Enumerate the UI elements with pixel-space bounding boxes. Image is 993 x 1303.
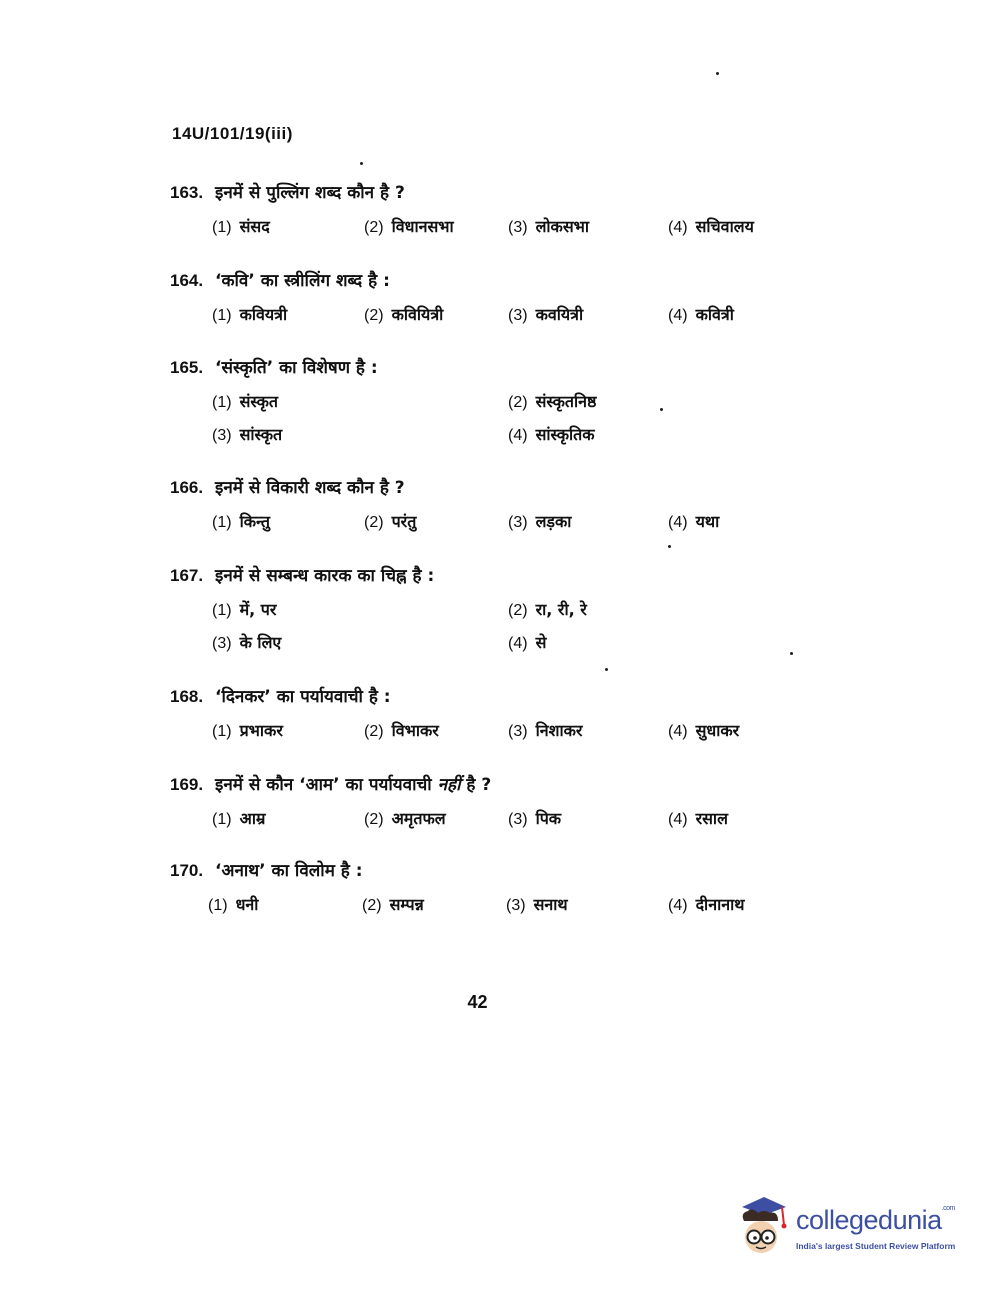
question-number: 165. <box>170 358 204 377</box>
options-row <box>170 719 820 749</box>
question-166 <box>170 475 820 540</box>
options-row <box>170 510 820 540</box>
options-row <box>170 631 820 661</box>
mascot-icon <box>734 1195 794 1265</box>
question-text: इनमें से कौन ‘आम’ का पर्यायवाची <box>215 775 432 795</box>
scan-speck <box>660 408 663 411</box>
scan-speck <box>668 545 671 548</box>
question-number: 163. <box>170 183 204 202</box>
question-163 <box>170 180 820 245</box>
option-4: (4) रसाल <box>668 809 728 828</box>
option-2: (2) कवियित्री <box>364 305 444 324</box>
question-text: ‘दिनकर’ का पर्यायवाची है : <box>215 687 391 707</box>
options-row <box>170 303 820 333</box>
option-3: (3) के लिए <box>212 633 282 652</box>
option-2: (2) सम्पन्न <box>362 895 424 914</box>
option-1: (1) में, पर <box>212 600 277 619</box>
question-169 <box>170 772 820 837</box>
logo-tagline: India's largest Student Review Platform <box>796 1241 956 1251</box>
option-4: (4) यथा <box>668 512 720 531</box>
question-164 <box>170 268 820 333</box>
options-row <box>170 893 820 923</box>
question-text: इनमें से विकारी शब्द कौन है ? <box>215 478 405 498</box>
question-167 <box>170 563 820 661</box>
option-3: (3) सांस्कृत <box>212 425 283 444</box>
question-text: ‘संस्कृति’ का विशेषण है : <box>215 358 378 378</box>
question-165 <box>170 355 820 453</box>
option-4: (4) से <box>508 633 547 652</box>
option-2: (2) अमृतफल <box>364 809 446 828</box>
option-3: (3) लड़का <box>508 512 572 531</box>
question-emphasis: नहीं <box>437 775 461 795</box>
question-text: ‘कवि’ का स्त्रीलिंग शब्द है : <box>215 271 390 291</box>
question-text: इनमें से पुल्लिंग शब्द कौन है ? <box>215 183 405 203</box>
option-3: (3) निशाकर <box>508 721 583 740</box>
question-170 <box>170 858 820 923</box>
question-number: 167. <box>170 566 204 585</box>
option-1: (1) धनी <box>208 895 259 914</box>
option-1: (1) संसद <box>212 217 270 236</box>
page-number: 42 <box>467 992 488 1012</box>
scan-speck <box>716 72 719 75</box>
question-number: 164. <box>170 271 204 290</box>
question-code: 14U/101/19(iii) <box>172 124 293 143</box>
question-number: 169. <box>170 775 204 794</box>
option-3: (3) कवयित्री <box>508 305 584 324</box>
options-row <box>170 390 820 420</box>
options-row <box>170 807 820 837</box>
question-number: 170. <box>170 861 204 880</box>
option-1: (1) प्रभाकर <box>212 721 283 740</box>
option-2: (2) रा, री, रे <box>508 600 587 619</box>
option-4: (4) सांस्कृतिक <box>508 425 595 444</box>
option-3: (3) लोकसभा <box>508 217 590 236</box>
option-3: (3) सनाथ <box>506 895 568 914</box>
question-text: ‘अनाथ’ का विलोम है : <box>215 861 363 881</box>
options-row <box>170 215 820 245</box>
scan-speck <box>605 668 608 671</box>
option-4: (4) सचिवालय <box>668 217 754 236</box>
question-text: इनमें से सम्बन्ध कारक का चिह्न है : <box>215 566 435 586</box>
option-1: (1) कवियत्री <box>212 305 288 324</box>
question-number: 168. <box>170 687 204 706</box>
logo-wordmark: collegedunia$^{.com}$ <box>796 1205 955 1235</box>
scan-speck <box>790 652 793 655</box>
collegedunia-logo[interactable] <box>734 1195 964 1265</box>
option-4: (4) दीनानाथ <box>668 895 745 914</box>
option-2: (2) परंतु <box>364 512 417 531</box>
scan-speck <box>360 162 363 165</box>
option-2: (2) विभाकर <box>364 721 439 740</box>
option-4: (4) कवित्री <box>668 305 734 324</box>
option-1: (1) किन्तु <box>212 512 271 531</box>
option-1: (1) आम्र <box>212 809 266 828</box>
options-row <box>170 423 820 453</box>
option-4: (4) सुधाकर <box>668 721 740 740</box>
options-row <box>170 598 820 628</box>
option-1: (1) संस्कृत <box>212 392 279 411</box>
option-3: (3) पिक <box>508 809 562 828</box>
option-2: (2) संस्कृतनिष्ठ <box>508 392 597 411</box>
option-2: (2) विधानसभा <box>364 217 454 236</box>
question-number: 166. <box>170 478 204 497</box>
question-168 <box>170 684 820 749</box>
question-text-end: है ? <box>466 775 492 795</box>
